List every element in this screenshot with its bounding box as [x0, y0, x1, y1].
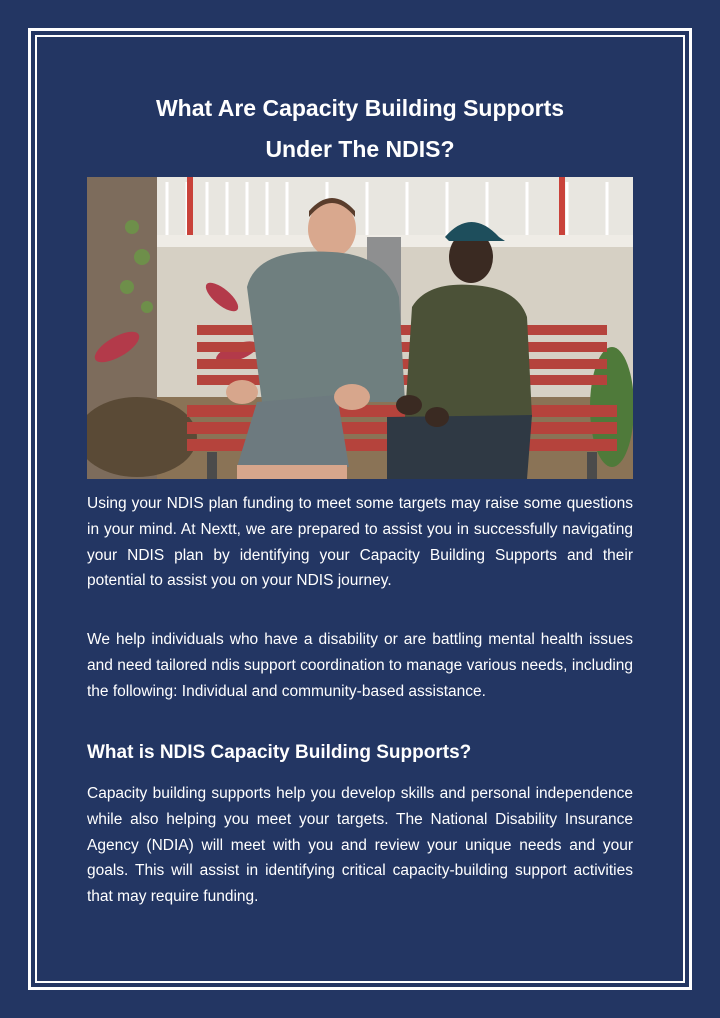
title-line-1: What Are Capacity Building Supports [155, 95, 565, 121]
section-paragraph: Capacity building supports help you develop skills and personal independence while also helping you meet your targets. The National Disability Insurance Agency (NDIA) will meet with you and review your unique needs and your goals. This will assist in identifying critical capacity-building support activities that may require funding. [87, 785, 633, 906]
title-line-2: Under The NDIS? [265, 136, 455, 162]
intro-paragraph: Using your NDIS plan funding to meet some targets may raise some questions in your mind. At Nextt, we are prepared to assist you in successfully navigating your NDIS plan by identifying your Capacity Building Supports and their potential to assist you on your NDIS journey. [87, 495, 633, 590]
services-paragraph: We help individuals who have a disability or are battling mental health issues and need tailored ndis support coordination to manage various needs, including the following: Individual and community-based assistance. [87, 631, 633, 700]
page-title [60, 88, 660, 170]
section-heading: What is NDIS Capacity Building Supports? [87, 742, 472, 763]
hero-photo [87, 177, 633, 479]
